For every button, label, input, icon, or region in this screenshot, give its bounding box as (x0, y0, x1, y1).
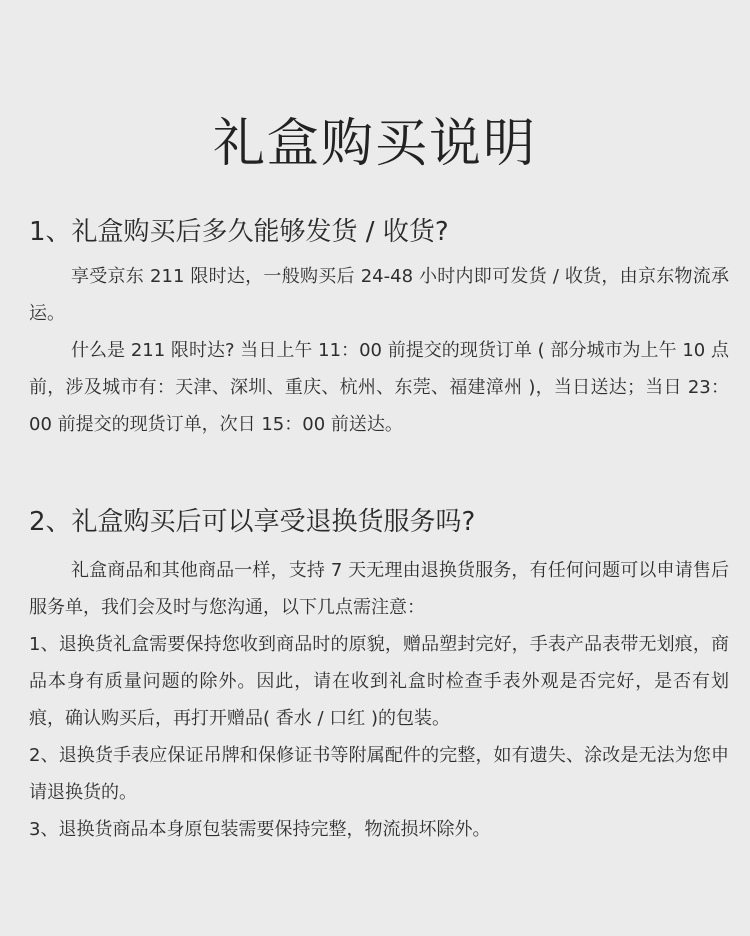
returns-note-3: 3、退换货商品本身原包装需要保持完整，物流损坏除外。 (29, 819, 491, 840)
returns-intro: 礼盒商品和其他商品一样，支持 7 天无理由退换货服务，有任何问题可以申请售后服务单，我们会及时与您沟通，以下几点需注意： (29, 560, 729, 618)
section-heading-shipping: 1、礼盒购买后多久能够发货 / 收货? (29, 217, 449, 247)
returns-note-2: 2、退换货手表应保证吊牌和保修证书等附属配件的完整，如有遗失、涂改是无法为您申请退换货的。 (29, 745, 729, 803)
section-returns (29, 502, 729, 848)
section-shipping (29, 212, 729, 443)
section-heading-returns: 2、礼盒购买后可以享受退换货服务吗? (29, 507, 476, 537)
shipping-paragraph-1: 享受京东 211 限时达，一般购买后 24-48 小时内即可发货 / 收货，由京东物流承运。 (29, 266, 729, 324)
shipping-paragraph-2: 什么是 211 限时达? 当日上午 11：00 前提交的现货订单 ( 部分城市为上午 10 点前，涉及城市有：天津、深圳、重庆、杭州、东莞、福建漳州 )，当日送达；当日 23：00 前提交的现货订单，次日 15：00 前送达。 (29, 340, 729, 435)
page-title: 礼盒购买说明 (212, 114, 537, 174)
returns-note-1: 1、退换货礼盒需要保持您收到商品时的原貌，赠品塑封完好，手表产品表带无划痕，商品本身有质量问题的除外。因此，请在收到礼盒时检查手表外观是否完好，是否有划痕，确认购买后，再打开赠品( 香水 / 口红 )的包装。 (29, 634, 729, 729)
